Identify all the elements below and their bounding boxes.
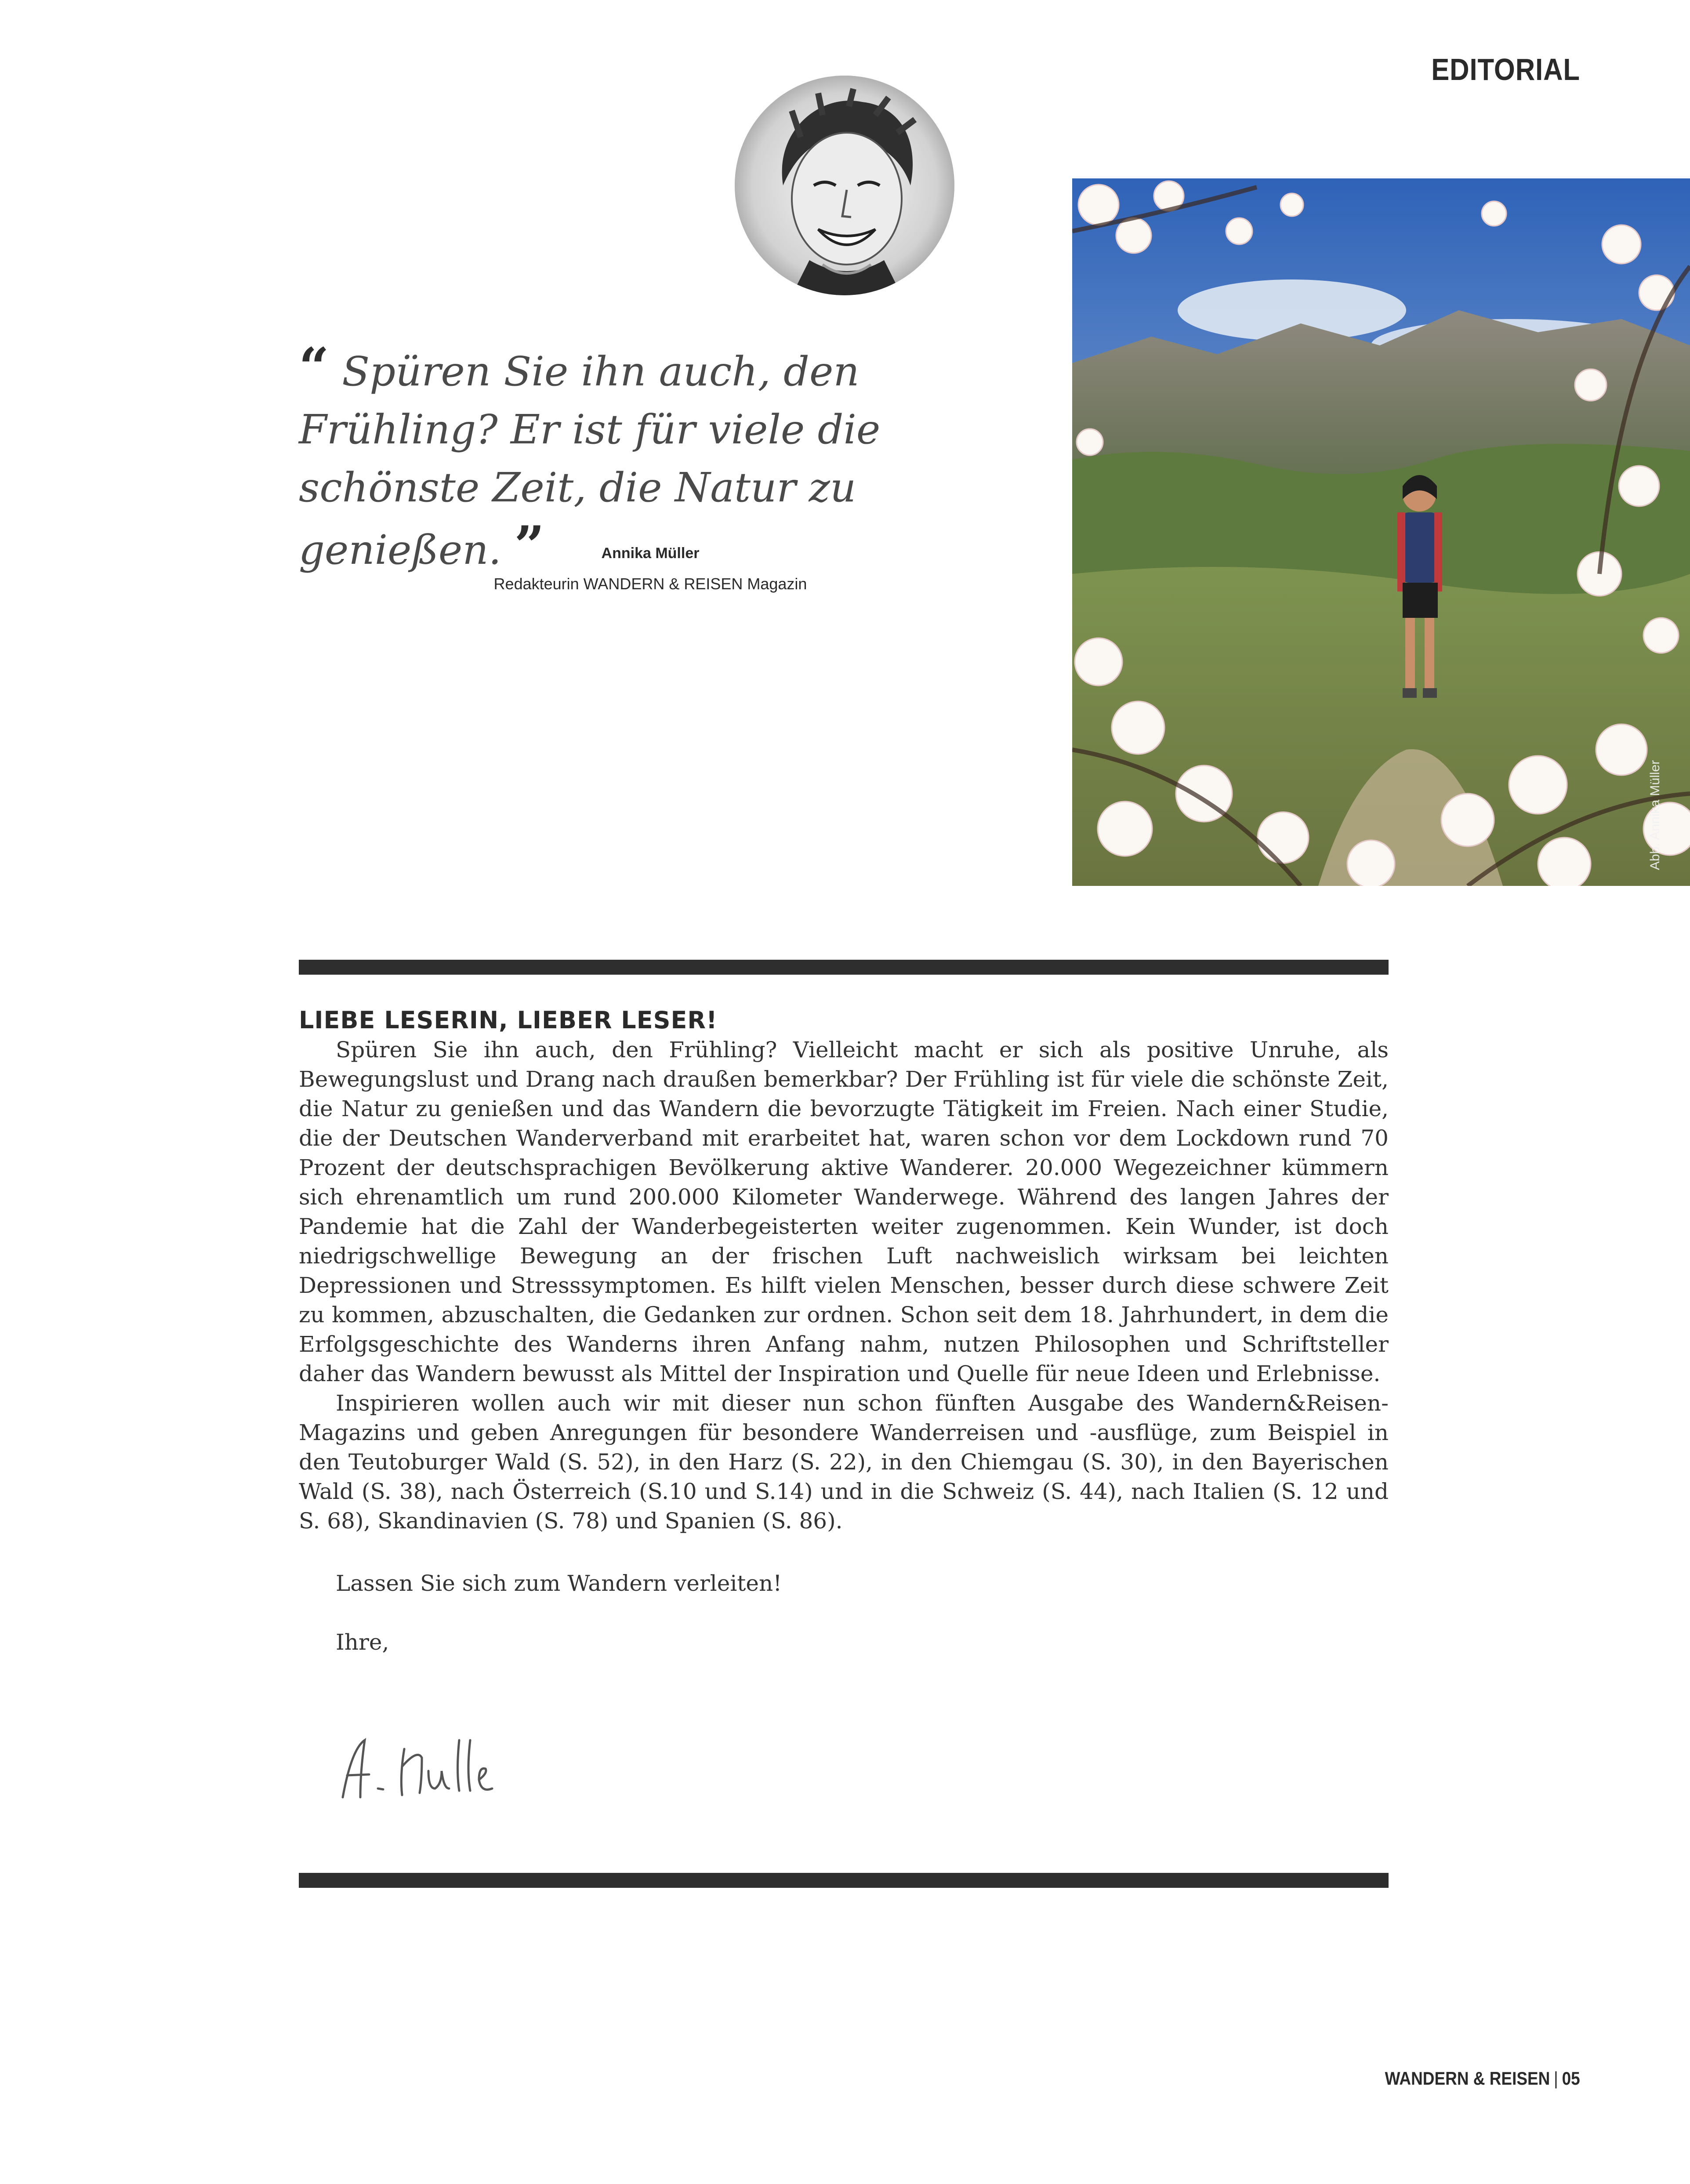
sign-off: Ihre, <box>336 1629 389 1655</box>
article-paragraph-1: Spüren Sie ihn auch, den Frühling? Vielleicht macht er sich als positive Unruhe, als Bewegungslust und Drang nach draußen bemerkbar? Der Frühling ist für viele die schönste Zeit, die Natur zu genießen und das Wandern die bevorzugte Tätigkeit im Freien. Nach einer Studie, die der Deutschen Wanderverband mit erarbeitet hat, waren schon vor dem Lockdown rund 70 Prozent der deutschsprachigen Bevölkerung aktive Wanderer. 20.000 Wegezeichner kümmern sich ehrenamtlich um rund 200.000 Kilometer Wanderwege. Während des langen Jahres der Pandemie hat die Zahl der Wanderbegeisterten weiter zugenommen. Kein Wunder, ist doch niedrigschwellige Bewegung an der frischen Luft nachweislich wirksam bei leichten Depressionen und Stresssymptomen. Es hilft vielen Menschen, besser durch diese schwere Zeit zu kommen, abzuschalten, die Gedanken zur ordnen. Schon seit dem 18. Jahrhundert, in dem die Erfolgsgeschichte des Wanderns ihren Anfang nahm, nutzen Philosophen und Schriftsteller daher das Wandern bewusst als Mittel der Inspiration und Quelle für neue Ideen und Erlebnisse. <box>299 1037 1389 1386</box>
author-portrait <box>735 76 954 295</box>
page-number: 05 <box>1562 2068 1580 2089</box>
article-heading: LIEBE LESERIN, LIEBER LESER! <box>299 1006 718 1034</box>
quote-author-role: Redakteurin WANDERN & REISEN Magazin <box>493 575 807 593</box>
quote-author: Annika Müller <box>601 545 700 562</box>
open-quote-mark: “ <box>299 336 330 398</box>
divider-top <box>299 960 1389 975</box>
close-quote-mark: ” <box>514 515 545 577</box>
magazine-name: WANDERN & REISEN <box>1385 2068 1550 2089</box>
divider-bottom <box>299 1873 1389 1888</box>
quote-text: Spüren Sie ihn auch, den Frühling? Er ist für viele die schönste Zeit, die Natur zu genießen. <box>299 348 881 573</box>
hiking-photo <box>1072 178 1690 886</box>
article-paragraph-2: Inspirieren wollen auch wir mit dieser nun schon fünften Ausgabe des Wandern&Reisen-Magazins und geben Anregungen für besondere Wanderreisen und -ausflüge, zum Beispiel in den Teutoburger Wald (S. 52), in den Harz (S. 22), in den Chiemgau (S. 30), in den Bayerischen Wald (S. 38), nach Österreich (S.10 und S.14) und in die Schweiz (S. 44), nach Italien (S. 12 und S. 68), Skandinavien (S. 78) und Spanien (S. 86). <box>299 1390 1389 1534</box>
section-label: EDITORIAL <box>1431 52 1580 87</box>
photo-credit: Abb. Annika Müller <box>1648 760 1662 870</box>
article-body <box>299 1035 1389 1536</box>
page-footer <box>1385 2068 1580 2089</box>
footer-separator: | <box>1554 2068 1559 2089</box>
pull-quote <box>299 338 1011 579</box>
closing-line: Lassen Sie sich zum Wandern verleiten! <box>336 1571 782 1596</box>
handwritten-signature <box>334 1723 501 1810</box>
